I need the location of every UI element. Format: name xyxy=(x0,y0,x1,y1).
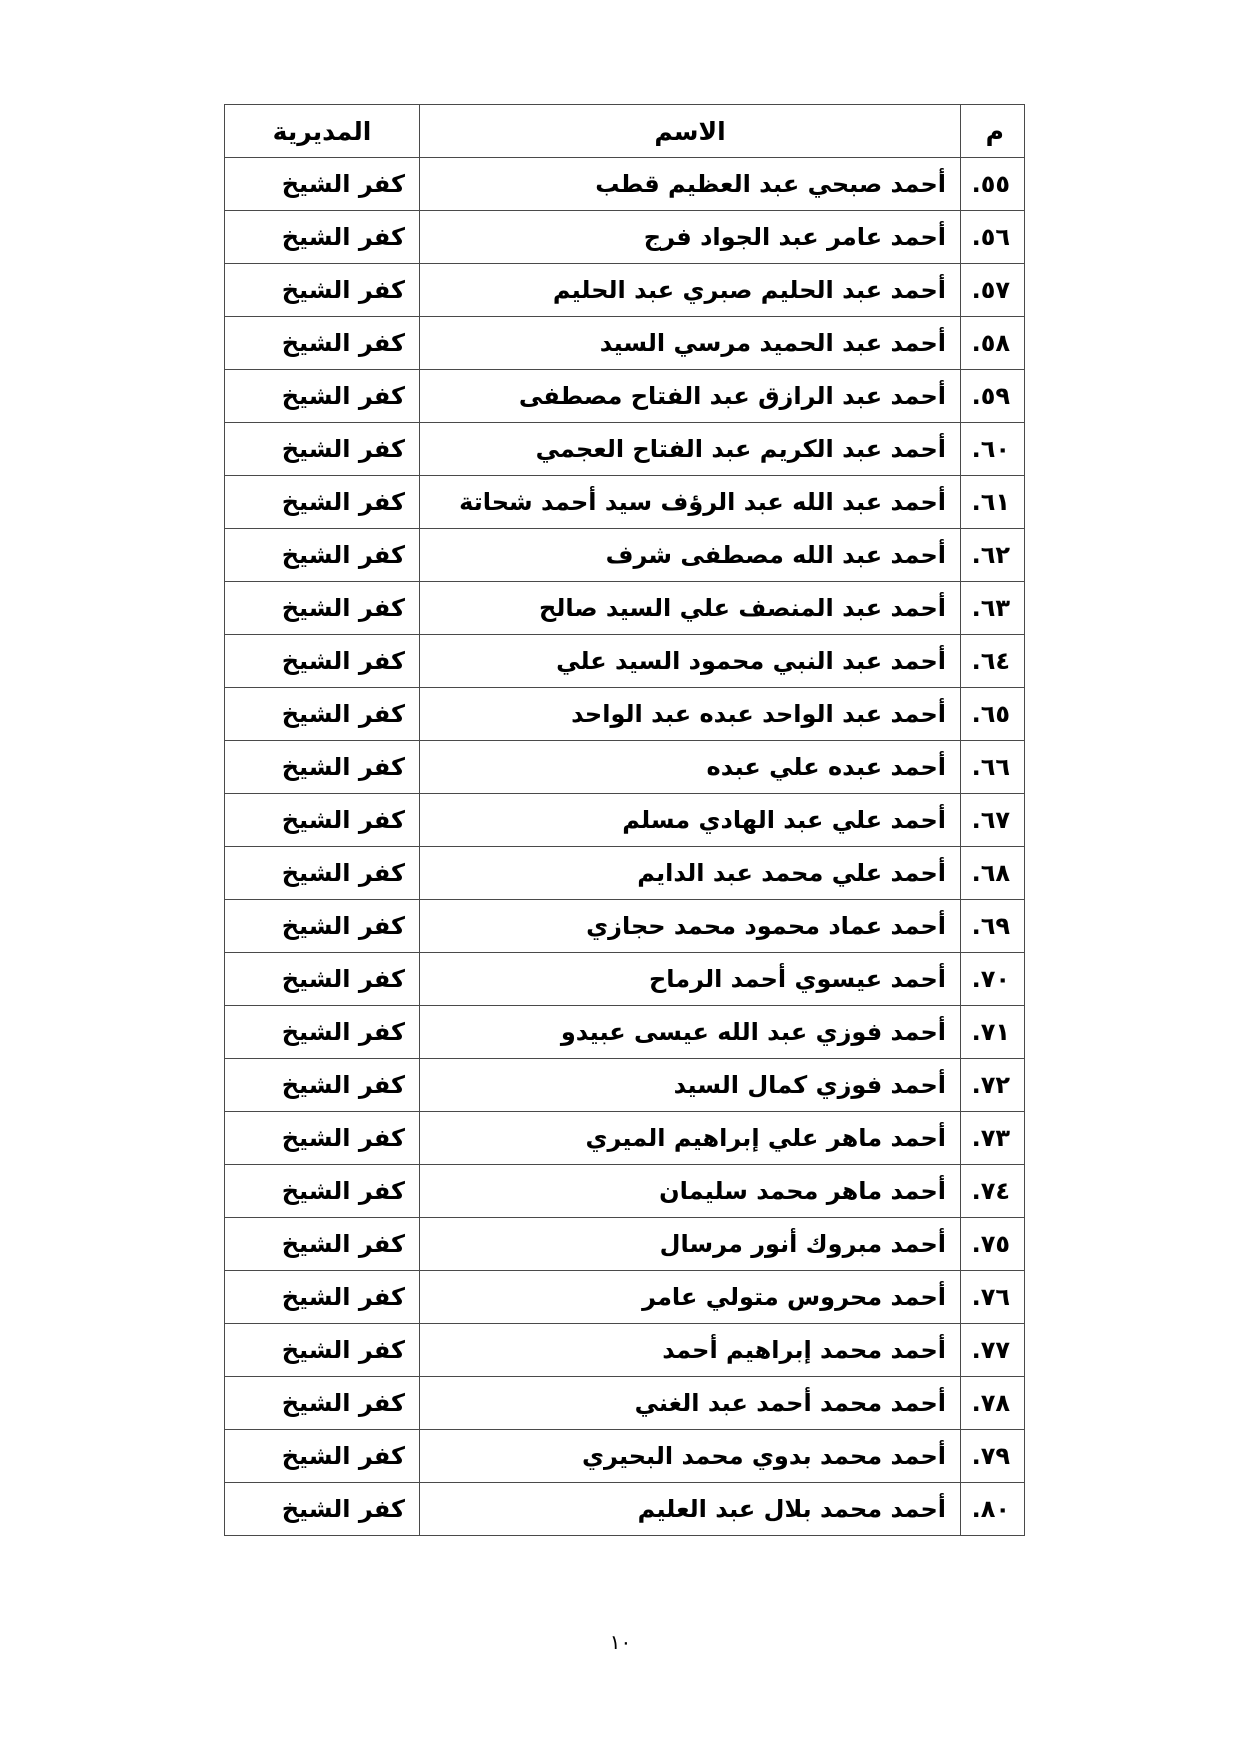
row-name: أحمد محروس متولي عامر xyxy=(420,1271,961,1324)
row-name: أحمد عبد الحميد مرسي السيد xyxy=(420,317,961,370)
row-directorate: كفر الشيخ xyxy=(225,1218,420,1271)
row-directorate: كفر الشيخ xyxy=(225,635,420,688)
row-name: أحمد ماهر محمد سليمان xyxy=(420,1165,961,1218)
row-directorate: كفر الشيخ xyxy=(225,1271,420,1324)
table-header xyxy=(225,105,1025,158)
row-name: أحمد فوزي عبد الله عيسى عبيدو xyxy=(420,1006,961,1059)
row-name: أحمد ماهر علي إبراهيم الميري xyxy=(420,1112,961,1165)
row-number: ٦١. xyxy=(961,476,1025,529)
row-number: ٧١. xyxy=(961,1006,1025,1059)
table-row xyxy=(225,158,1025,211)
row-name: أحمد عبده علي عبده xyxy=(420,741,961,794)
row-name: أحمد مبروك أنور مرسال xyxy=(420,1218,961,1271)
row-directorate: كفر الشيخ xyxy=(225,423,420,476)
row-number: ٦٢. xyxy=(961,529,1025,582)
table-row xyxy=(225,1483,1025,1536)
row-number: ٧٢. xyxy=(961,1059,1025,1112)
page-number: ١٠ xyxy=(609,1630,632,1654)
row-number: ٦٨. xyxy=(961,847,1025,900)
row-number: ٥٩. xyxy=(961,370,1025,423)
row-number: ٦٩. xyxy=(961,900,1025,953)
table-row xyxy=(225,635,1025,688)
row-name: أحمد عبد الكريم عبد الفتاح العجمي xyxy=(420,423,961,476)
row-name: أحمد علي محمد عبد الدايم xyxy=(420,847,961,900)
table-row xyxy=(225,1059,1025,1112)
row-directorate: كفر الشيخ xyxy=(225,953,420,1006)
row-name: أحمد عبد النبي محمود السيد علي xyxy=(420,635,961,688)
table-row xyxy=(225,370,1025,423)
table-row xyxy=(225,423,1025,476)
header-name: الاسم xyxy=(420,105,961,158)
row-number: ٧٨. xyxy=(961,1377,1025,1430)
row-name: أحمد محمد بدوي محمد البحيري xyxy=(420,1430,961,1483)
row-directorate: كفر الشيخ xyxy=(225,264,420,317)
row-name: أحمد عيسوي أحمد الرماح xyxy=(420,953,961,1006)
row-directorate: كفر الشيخ xyxy=(225,529,420,582)
row-directorate: كفر الشيخ xyxy=(225,1483,420,1536)
row-directorate: كفر الشيخ xyxy=(225,211,420,264)
row-number: ٥٧. xyxy=(961,264,1025,317)
table-row xyxy=(225,211,1025,264)
row-name: أحمد محمد بلال عبد العليم xyxy=(420,1483,961,1536)
names-table xyxy=(224,104,1025,1536)
row-number: ٦٦. xyxy=(961,741,1025,794)
row-directorate: كفر الشيخ xyxy=(225,1006,420,1059)
row-directorate: كفر الشيخ xyxy=(225,1165,420,1218)
row-name: أحمد فوزي كمال السيد xyxy=(420,1059,961,1112)
table-row xyxy=(225,1006,1025,1059)
row-number: ٧٣. xyxy=(961,1112,1025,1165)
row-directorate: كفر الشيخ xyxy=(225,900,420,953)
header-number: م xyxy=(961,105,1025,158)
row-directorate: كفر الشيخ xyxy=(225,370,420,423)
row-number: ٥٥. xyxy=(961,158,1025,211)
row-number: ٧٥. xyxy=(961,1218,1025,1271)
row-name: أحمد محمد إبراهيم أحمد xyxy=(420,1324,961,1377)
row-directorate: كفر الشيخ xyxy=(225,847,420,900)
row-directorate: كفر الشيخ xyxy=(225,794,420,847)
table-row xyxy=(225,900,1025,953)
row-directorate: كفر الشيخ xyxy=(225,158,420,211)
row-directorate: كفر الشيخ xyxy=(225,741,420,794)
row-name: أحمد عبد الله مصطفى شرف xyxy=(420,529,961,582)
table-row xyxy=(225,741,1025,794)
table-row xyxy=(225,953,1025,1006)
table-row xyxy=(225,847,1025,900)
table-row xyxy=(225,264,1025,317)
table-row xyxy=(225,1430,1025,1483)
row-number: ٧٧. xyxy=(961,1324,1025,1377)
row-name: أحمد عماد محمود محمد حجازي xyxy=(420,900,961,953)
row-directorate: كفر الشيخ xyxy=(225,1430,420,1483)
table-row xyxy=(225,582,1025,635)
row-number: ٧٠. xyxy=(961,953,1025,1006)
header-directorate: المديرية xyxy=(225,105,420,158)
table-row xyxy=(225,1324,1025,1377)
table-row xyxy=(225,1271,1025,1324)
header-row xyxy=(225,105,1025,158)
row-number: ٦٥. xyxy=(961,688,1025,741)
row-number: ٦٧. xyxy=(961,794,1025,847)
row-directorate: كفر الشيخ xyxy=(225,1324,420,1377)
table-row xyxy=(225,317,1025,370)
row-name: أحمد عامر عبد الجواد فرج xyxy=(420,211,961,264)
table-row xyxy=(225,1377,1025,1430)
table-row xyxy=(225,794,1025,847)
table-row xyxy=(225,1165,1025,1218)
row-name: أحمد علي عبد الهادي مسلم xyxy=(420,794,961,847)
row-name: أحمد محمد أحمد عبد الغني xyxy=(420,1377,961,1430)
row-number: ٦٣. xyxy=(961,582,1025,635)
row-number: ٧٤. xyxy=(961,1165,1025,1218)
row-name: أحمد صبحي عبد العظيم قطب xyxy=(420,158,961,211)
row-number: ٥٨. xyxy=(961,317,1025,370)
row-number: ٨٠. xyxy=(961,1483,1025,1536)
row-directorate: كفر الشيخ xyxy=(225,317,420,370)
table-row xyxy=(225,476,1025,529)
row-directorate: كفر الشيخ xyxy=(225,1112,420,1165)
row-name: أحمد عبد الله عبد الرؤف سيد أحمد شحاتة xyxy=(420,476,961,529)
table-body xyxy=(225,158,1025,1536)
row-name: أحمد عبد الرازق عبد الفتاح مصطفى xyxy=(420,370,961,423)
row-name: أحمد عبد الحليم صبري عبد الحليم xyxy=(420,264,961,317)
row-directorate: كفر الشيخ xyxy=(225,688,420,741)
row-directorate: كفر الشيخ xyxy=(225,476,420,529)
row-number: ٧٦. xyxy=(961,1271,1025,1324)
row-number: ٦٠. xyxy=(961,423,1025,476)
row-number: ٥٦. xyxy=(961,211,1025,264)
row-directorate: كفر الشيخ xyxy=(225,582,420,635)
row-directorate: كفر الشيخ xyxy=(225,1059,420,1112)
row-name: أحمد عبد المنصف علي السيد صالح xyxy=(420,582,961,635)
table-row xyxy=(225,1218,1025,1271)
table-row xyxy=(225,1112,1025,1165)
row-number: ٧٩. xyxy=(961,1430,1025,1483)
row-number: ٦٤. xyxy=(961,635,1025,688)
row-name: أحمد عبد الواحد عبده عبد الواحد xyxy=(420,688,961,741)
row-directorate: كفر الشيخ xyxy=(225,1377,420,1430)
table-row xyxy=(225,529,1025,582)
table-row xyxy=(225,688,1025,741)
